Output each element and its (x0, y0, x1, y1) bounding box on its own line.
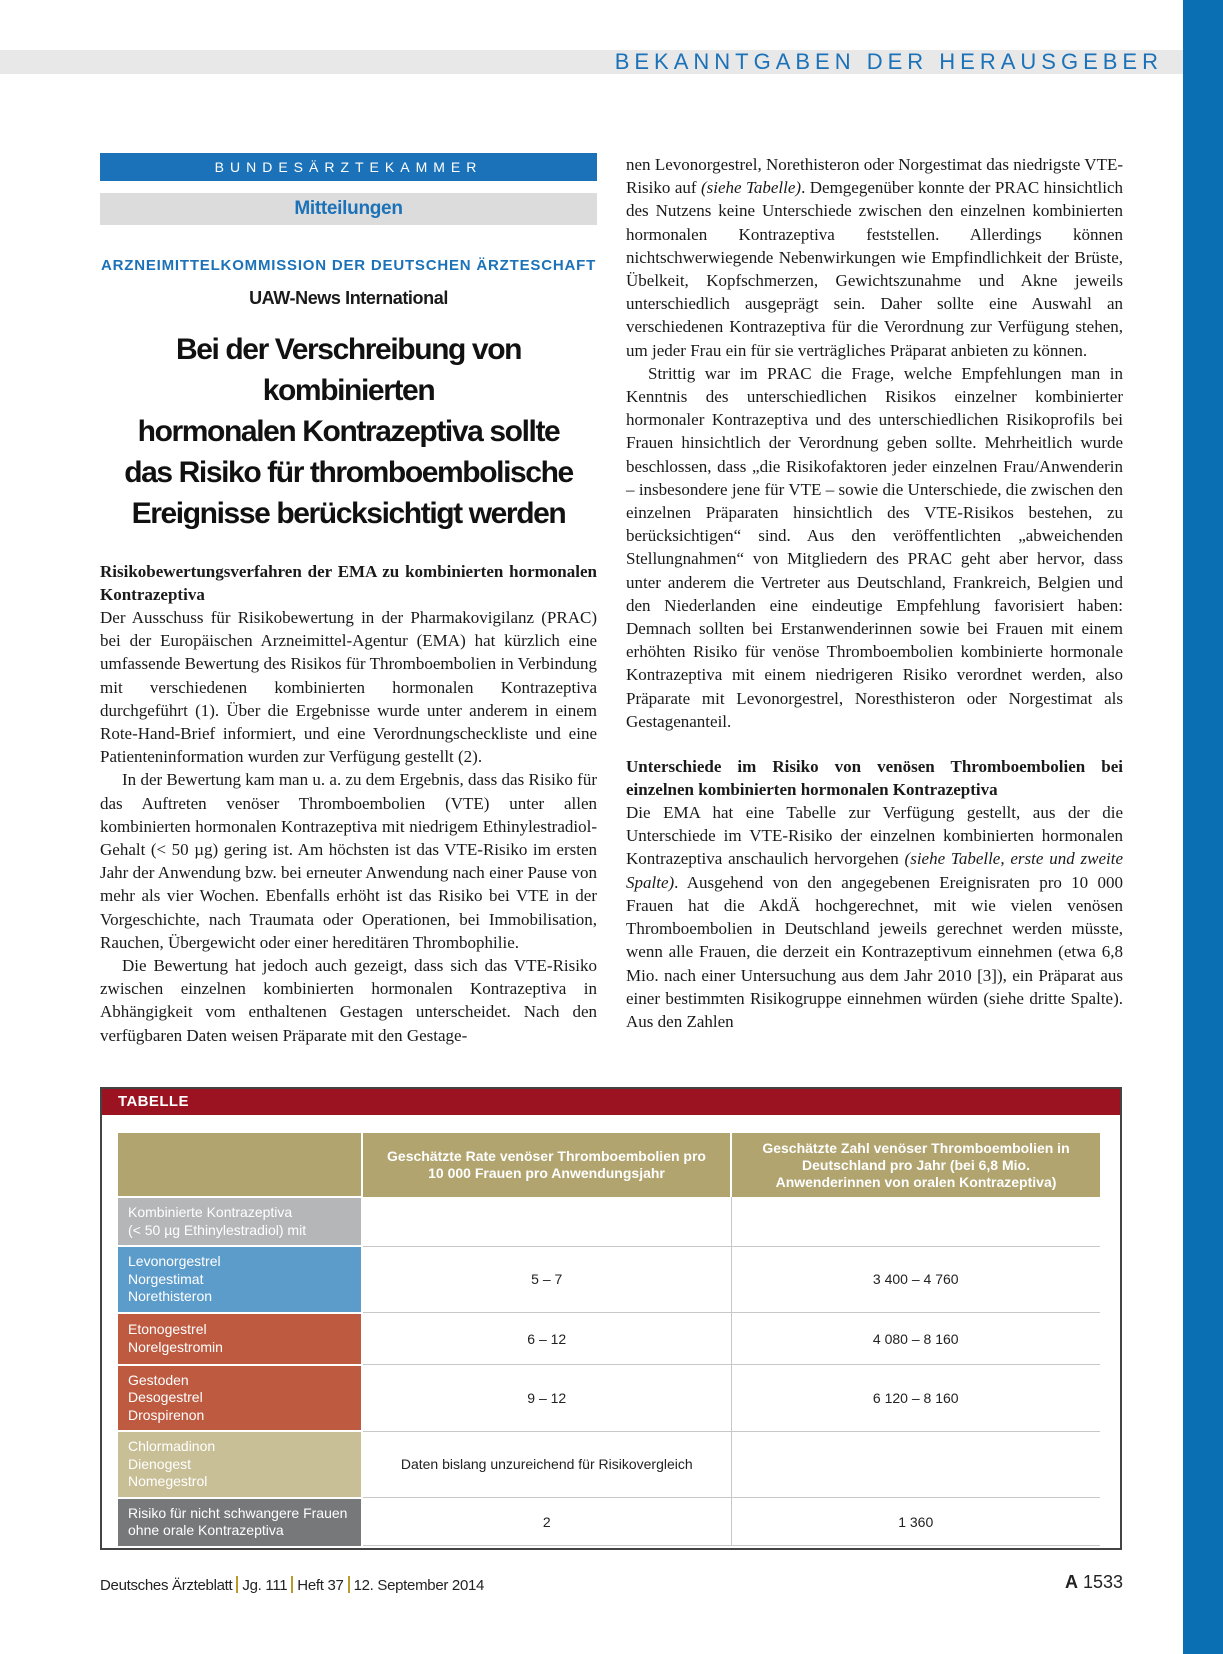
table-row (118, 1498, 1100, 1546)
title-line: Bei der Verschreibung von kombinierten (175, 333, 522, 407)
row-label-line: Risiko für nicht schwangere Frauen (128, 1504, 348, 1521)
row-label-line: Chlormadinon (128, 1438, 216, 1454)
page-value: 1533 (1082, 1572, 1123, 1592)
table-row (118, 1313, 1100, 1365)
body-paragraph: In der Bewertung kam man u. a. zu dem Ergebnis, dass das Risiko für das Auftreten venöser Thromboembolien (VTE) unter allen kombinierten hormonalen Kontrazeptiva mit niedrigem Ethinylestradiol-Gehalt (< 50 µg) gering ist. Am höchsten ist das VTE-Risiko im ersten Jahr der Anwendung bzw. bei erneuter Anwendung nach einer Pause von mehr als vier Wochen. Ebenfalls erhöht ist das Risiko bei VTE in der Vorgeschichte, nach Traumata oder Operationen, bei Immobilisation, Rauchen, Übergewicht oder einer hereditären Thrombophilie. (100, 770, 597, 952)
row-label-line: Kombinierte Kontrazeptiva (128, 1204, 293, 1220)
section-subhead: Risikobewertungsverfahren der EMA zu kombinierten hormonalen Kontrazeptiva (100, 562, 597, 604)
header-corner (118, 1133, 362, 1197)
row-label (118, 1246, 362, 1313)
journal-date: 12. September 2014 (353, 1577, 485, 1594)
page-number (1065, 1572, 1123, 1593)
title-line: Ereignisse berücksichtigt werden (131, 497, 566, 530)
title-line: hormonalen Kontrazeptiva sollte (137, 415, 560, 448)
cell-rate: 9 – 12 (362, 1365, 731, 1432)
row-label-line: Etonogestrel (128, 1321, 207, 1337)
table-reference: (siehe Tabelle, erste und zweite Spalte) (626, 849, 1123, 892)
section-subhead: Unterschiede im Risiko von venösen Thromboembolien bei einzelnen kombinierten hormonalen Kontrazeptiva (626, 757, 1123, 800)
table-header-row (118, 1133, 1100, 1197)
cell-rate (362, 1197, 731, 1246)
text-run: . Ausgehend von den angegebenen Ereignisraten pro 10 000 Frauen hat die AkdÄ hochgerechnet, mit wie vielen venösen Thromboembolien in Deutschland jeweils gerechnet werden müsste, wenn alle Frauen, die derzeit ein Kontrazeptivum einnehmen (etwa 6,8 Mio. nach einer Untersuchung aus dem Jahr 2010 [3]), ein Präparat aus einer bestimmten Risikogruppe einnehmen würden (siehe dritte Spalte). Aus den Zahlen (626, 872, 1123, 1031)
table-row (118, 1246, 1100, 1313)
body-paragraph: Der Ausschuss für Risikobewertung in der Pharmakovigilanz (PRAC) bei der Europäischen Arzneimittel-Agentur (EMA) hat kürzlich eine umfassende Bewertung des Risikos für Thromboembolien in Verbindung mit verschiedenen kombinierten hormonalen Kontrazeptiva durchgeführt (1). Über die Ergebnisse wurde unter anderem in einem Rote-Hand-Brief informiert, und eine Verordnungscheckliste und eine Patienteninformation wurden zur Verfügung gestellt (2). (100, 608, 597, 767)
journal-volume: Jg. 111 (242, 1577, 288, 1594)
cell-rate: 5 – 7 (362, 1246, 731, 1313)
footer-separator (236, 1576, 238, 1593)
journal-issue: Heft 37 (297, 1577, 344, 1594)
row-label-line: (< 50 µg Ethinylestradiol) mit (128, 1221, 307, 1238)
row-label (118, 1365, 362, 1432)
text-run: . Demgegenüber konnte der PRAC hinsichtlich des Nutzens keine Unterschiede zwischen den einzelnen kombinierten hormonalen Kontrazeptiva feststellen. Allerdings können nichtschwerwiegende Nebenwirkungen wie Empfindlichkeit der Brüste, Übelkeit, Kopfschmerzen, Gewichtszunahme und Akne jeweils unterschiedlich ausgeprägt sein. Daher sollte eine Auswahl an verschiedenen Kontrazeptiva für die Verordnung zur Verfügung stehen, um jeder Frau ein für sie verträgliches Präparat anbieten zu können. (626, 178, 1123, 360)
row-label-line: Norelgestromin (128, 1338, 223, 1355)
body-paragraph (626, 153, 1123, 362)
article-title (100, 329, 597, 534)
table-reference: (siehe Tabelle) (700, 178, 802, 198)
row-label-line: Drospirenon (128, 1406, 205, 1423)
title-line: das Risiko für thromboembolische (124, 456, 573, 489)
right-column (626, 153, 1123, 1033)
row-label (118, 1498, 362, 1546)
org-banner: BUNDESÄRZTEKAMMER (100, 153, 597, 181)
cell-count (731, 1431, 1100, 1498)
right-edge-bar (1183, 0, 1223, 1654)
cell-count: 4 080 – 8 160 (731, 1313, 1100, 1365)
cell-count (731, 1197, 1100, 1246)
header-rate: Geschätzte Rate venöser Thromboembolien pro 10 000 Frauen pro Anwendungsjahr (362, 1133, 731, 1197)
text-run: Die EMA hat eine Tabelle zur Verfügung gestellt, aus der die Unterschiede im VTE-Risiko der einzelnen kombinierten hormonalen Kontrazeptiva anschaulich hervorgehen (626, 803, 1123, 869)
body-paragraph: Die Bewertung hat jedoch auch gezeigt, dass sich das VTE-Risiko zwischen einzelnen kombinierten hormonalen Kontrazeptiva in Abhängigkeit vom enthaltenen Gestagen unterscheidet. Nach den verfügbaren Daten weisen Präparate mit den Gestage- (100, 956, 597, 1045)
cell-rate: 6 – 12 (362, 1313, 731, 1365)
row-label (118, 1431, 362, 1498)
footer-separator (348, 1576, 350, 1593)
mitteilungen-banner: Mitteilungen (100, 193, 597, 225)
header-count: Geschätzte Zahl venöser Thromboembolien in Deutschland pro Jahr (bei 6,8 Mio. Anwenderinnen von oralen Kontrazeptiva) (731, 1133, 1100, 1197)
row-label-line: Dienogest (128, 1455, 192, 1472)
cell-rate: Daten bislang unzureichend für Risikovergleich (362, 1431, 731, 1498)
journal-name: Deutsches Ärzteblatt (100, 1577, 233, 1594)
body-paragraph (626, 801, 1123, 1033)
uaw-kicker: UAW-News International (249, 288, 448, 308)
commission-heading: ARZNEIMITTELKOMMISSION DER DEUTSCHEN ÄRZTESCHAFT (100, 257, 597, 274)
row-label-line: Levonorgestrel (128, 1253, 221, 1269)
row-label-line: Norethisteron (128, 1288, 213, 1304)
footer-separator (291, 1576, 293, 1593)
table-label: TABELLE (102, 1089, 1120, 1115)
footer-citation (100, 1576, 484, 1594)
row-label (118, 1313, 362, 1365)
body-paragraph: Strittig war im PRAC die Frage, welche Empfehlungen man in Kenntnis des unterschiedlichen Risikos einzelner kombinierter hormonaler Kontrazeptiva und des unterschiedlichen Risikoprofils bei Frauen hinsichtlich der Verordnung geben sollte. Mehrheitlich wurde beschlossen, dass „die Risikofaktoren jeder einzelnen Frau/Anwenderin – insbesondere jene für VTE – sowie die Unterschiede, die zwischen den einzelnen Präparaten hinsichtlich des VTE-Risikos bestehen, zu berücksichtigen“ sind. Aus den veröffentlichten „abweichenden Stellungnahmen“ von Mitgliedern des PRAC geht aber hervor, dass unter anderem die Vertreter aus Deutschland, Frankreich, Belgien und den Niederlanden eine eindeutige Empfehlung favorisiert haben: Demnach sollten bei Erstanwenderinnen sowie bei Frauen mit einem erhöhten Risiko für venöse Thromboembolien kombinierte hormonale Kontrazeptiva mit einem niedrigeren Risiko verordnet werden, also Präparate mit Levonorgestrel, Noresthisteron oder Norgestimat als Gestagenanteil. (626, 363, 1123, 731)
cell-count: 1 360 (731, 1498, 1100, 1546)
row-label-line: Desogestrel (128, 1389, 203, 1405)
cell-count: 6 120 – 8 160 (731, 1365, 1100, 1432)
row-label-line: Nomegestrol (128, 1473, 208, 1489)
row-label-line: Norgestimat (128, 1270, 204, 1287)
text-run: nen Levonorgestrel, Norethisteron oder Norgestimat das niedrigste VTE-Risiko auf (626, 155, 1123, 198)
section-heading: BEKANNTGABEN DER HERAUSGEBER (614, 49, 1163, 74)
table-row (118, 1365, 1100, 1432)
left-column (100, 153, 597, 1047)
cell-rate: 2 (362, 1498, 731, 1546)
table-box (100, 1087, 1122, 1550)
cell-count: 3 400 – 4 760 (731, 1246, 1100, 1313)
table-row (118, 1431, 1100, 1498)
table-body (118, 1197, 1100, 1546)
vte-risk-table (118, 1133, 1100, 1546)
row-label-line: ohne orale Kontrazeptiva (128, 1522, 284, 1538)
row-label-line: Gestoden (128, 1371, 189, 1388)
row-label (118, 1197, 362, 1246)
table-row (118, 1197, 1100, 1246)
page-prefix: A (1064, 1572, 1078, 1592)
